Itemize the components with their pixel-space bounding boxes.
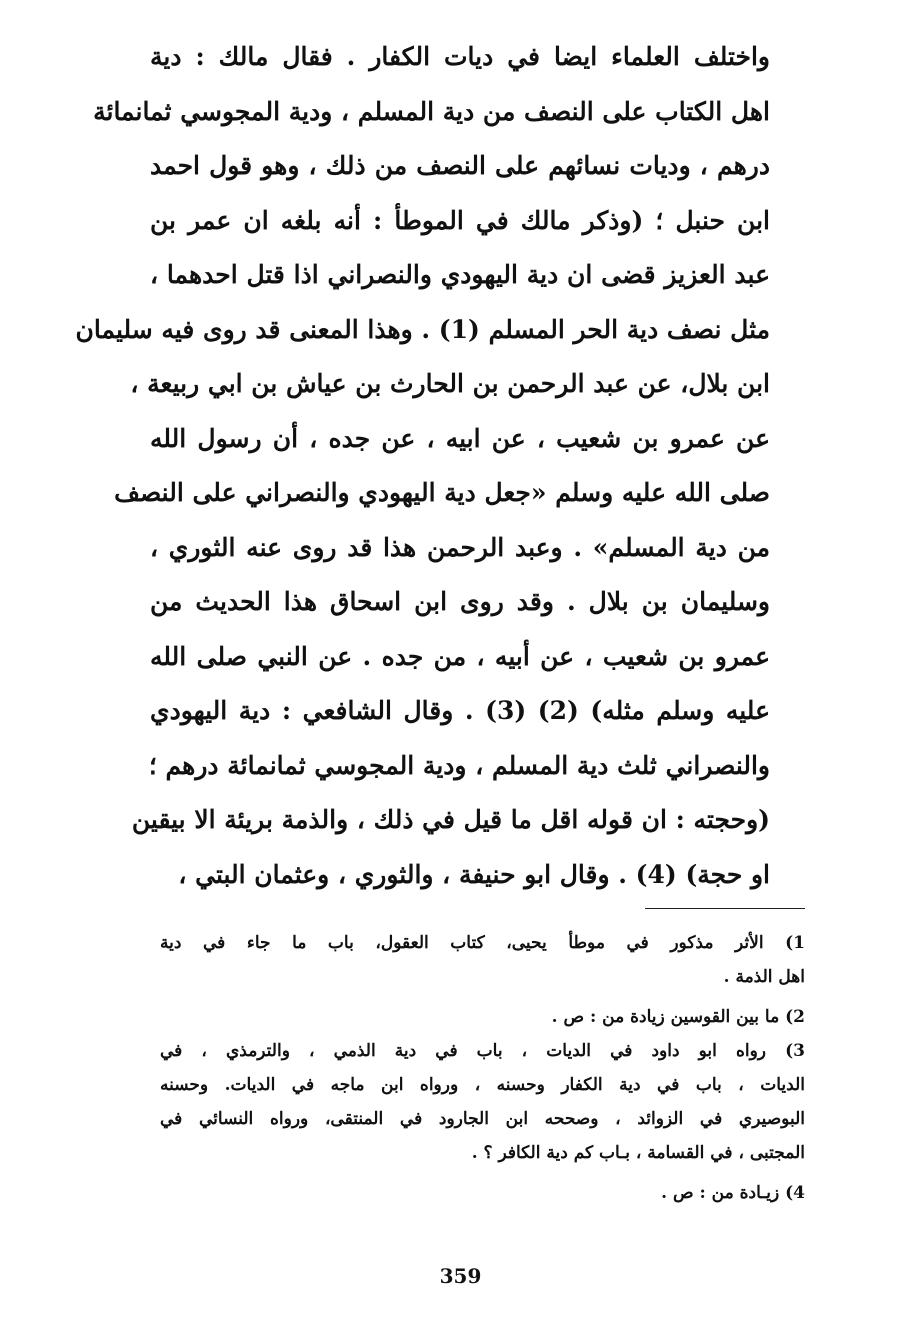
footnote-line: 1) الأثر مذكور في موطأ يحيى، كتاب العقول، باب ما جاء في دية — [160, 933, 805, 953]
footnote-2 — [160, 1000, 805, 1034]
text-line: اهل الكتاب على النصف من دية المسلم ، ودية المجوسي ثمانمائة — [93, 96, 770, 126]
footnote-line: المجتبى ، في القسامة ، بـاب كم دية الكافر ؟ . — [471, 1143, 805, 1163]
text-line: درهم ، وديات نسائهم على النصف من ذلك ، وهو قول احمد — [150, 151, 770, 180]
footnotes — [160, 926, 805, 1210]
text-line: من دية المسلم» . وعبد الرحمن هذا قد روى عنه الثوري ، — [150, 532, 770, 562]
footnote-1 — [160, 926, 805, 994]
footnote-3 — [160, 1034, 805, 1170]
text-line: عمرو بن شعيب ، عن أبيه ، من جده . عن النبي صلى الله — [150, 641, 770, 671]
footnote-line: 3) رواه ابو داود في الديات ، باب في دية الذمي ، والترمذي ، في — [160, 1041, 805, 1061]
text-line: واختلف العلماء ايضا في ديات الكفار . فقال مالك : دية — [150, 42, 770, 71]
text-line: او حجة) (4) . وقال ابو حنيفة ، والثوري ، وعثمان البتي ، — [178, 859, 770, 889]
text-line: عبد العزيز قضى ان دية اليهودي والنصراني اذا قتل احدهما ، — [150, 260, 770, 289]
text-line: مثل نصف دية الحر المسلم (1) . وهذا المعنى قد روى فيه سليمان — [75, 314, 770, 344]
footnote-line: البوصيري في الزوائد ، وصححه ابن الجارود في المنتقى، ورواه النسائي في — [160, 1109, 805, 1129]
text-line: والنصراني ثلث دية المسلم ، ودية المجوسي ثمانمائة درهم ؛ — [148, 750, 770, 780]
footnote-line: اهل الذمة . — [723, 967, 805, 987]
footnote-4 — [160, 1176, 805, 1210]
main-text — [75, 30, 770, 902]
footnote-line: 4) زيـادة من : ص . — [661, 1183, 805, 1203]
page-number: 359 — [439, 1264, 482, 1288]
text-line: (وحجته : ان قوله اقل ما قيل في ذلك ، والذمة بريئة الا بيقين — [131, 805, 770, 834]
footnote-divider — [645, 908, 805, 909]
text-line: ابن حنبل ؛ (وذكر مالك في الموطأ : أنه بلغه ان عمر بن — [150, 205, 770, 235]
text-line: صلى الله عليه وسلم «جعل دية اليهودي والنصراني على النصف — [114, 478, 770, 507]
text-line: ابن بلال، عن عبد الرحمن بن الحارث بن عياش بن ابي ربيعة ، — [130, 369, 770, 398]
footnote-line: 2) ما بين القوسين زيادة من : ص . — [551, 1007, 805, 1027]
text-line: وسليمان بن بلال . وقد روى ابن اسحاق هذا الحديث من — [150, 587, 770, 616]
text-line: عن عمرو بن شعيب ، عن ابيه ، عن جده ، أن رسول الله — [150, 423, 770, 453]
footnote-line: الديات ، باب في دية الكفار وحسنه ، ورواه ابن ماجه في الديات. وحسنه — [160, 1075, 805, 1095]
text-line: عليه وسلم مثله) (2) (3) . وقال الشافعي : دية اليهودي — [150, 696, 770, 725]
